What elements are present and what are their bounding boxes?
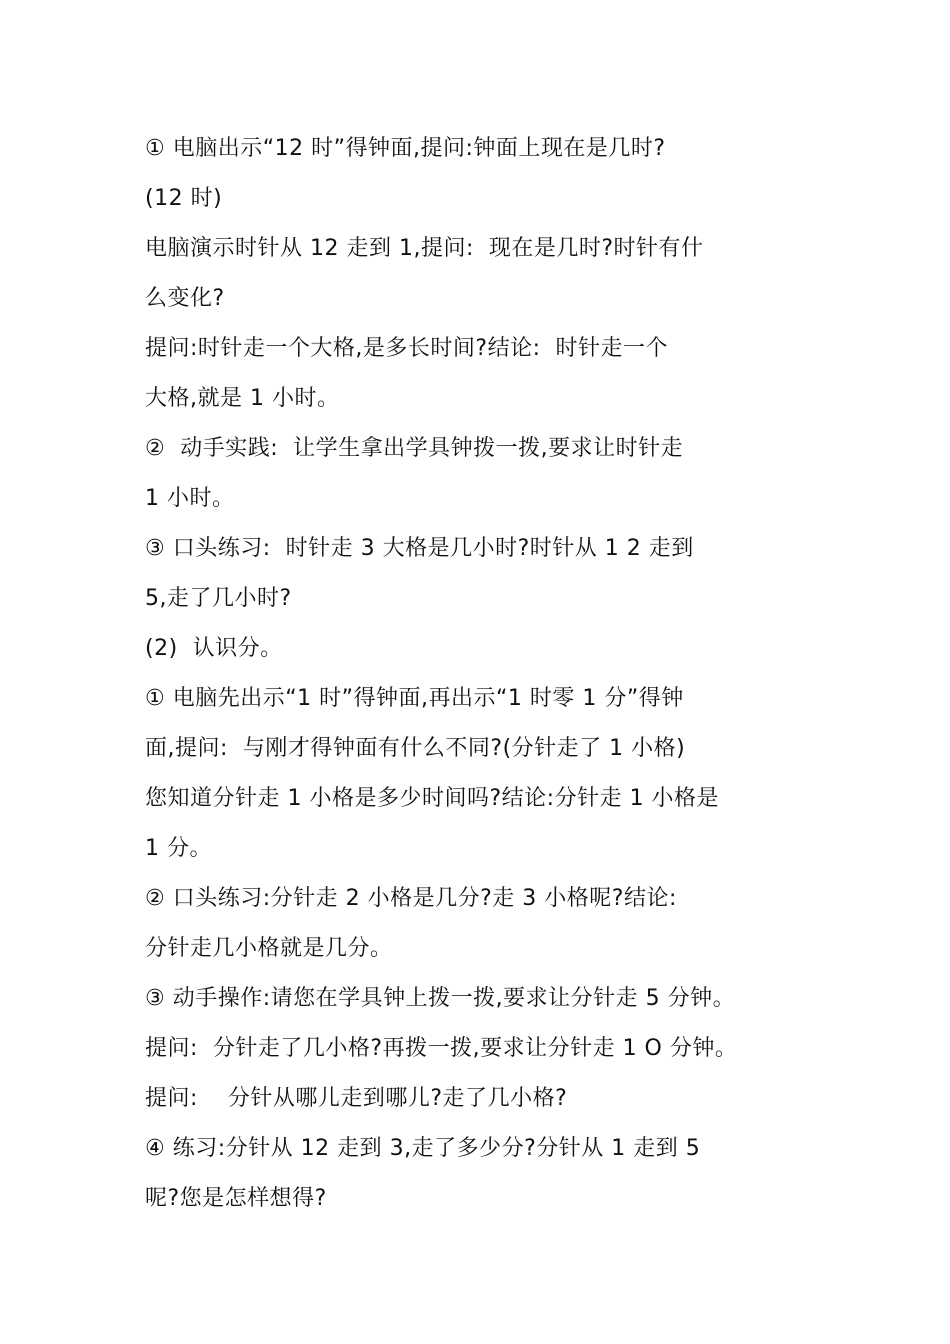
text-line: (12 时) [145,186,223,211]
text-line: ④ 练习:分针从 12 走到 3,走了多少分?分针从 1 走到 5 [145,1136,701,1161]
text-line: 您知道分针走 1 小格是多少时间吗?结论:分针走 1 小格是 [145,786,720,811]
text-line: 面,提问: 与刚才得钟面有什么不同?(分针走了 1 小格) [145,736,686,761]
text-line: 提问:时针走一个大格,是多长时间?结论: 时针走一个 [145,336,668,361]
text-line: 分针走几小格就是几分。 [145,936,393,961]
text-line: 么变化? [145,286,225,311]
text-line: 提问: 分针从哪儿走到哪儿?走了几小格? [145,1086,568,1111]
text-line: ① 电脑先出示“1 时”得钟面,再出示“1 时零 1 分”得钟 [145,686,684,711]
text-line: 呢?您是怎样想得? [145,1186,327,1211]
text-line: ③ 口头练习: 时针走 3 大格是几小时?时针从 1 2 走到 [145,536,694,561]
text-line: ③ 动手操作:请您在学具钟上拨一拨,要求让分针走 5 分钟。 [145,986,736,1011]
text-line: 大格,就是 1 小时。 [145,386,340,411]
text-line: 提问: 分针走了几小格?再拨一拨,要求让分针走 1 O 分钟。 [145,1036,738,1061]
text-line: ② 口头练习:分针走 2 小格是几分?走 3 小格呢?结论: [145,886,677,911]
text-line: 电脑演示时针从 12 走到 1,提问: 现在是几时?时针有什 [145,236,704,261]
text-line: ② 动手实践: 让学生拿出学具钟拨一拨,要求让时针走 [145,436,684,461]
section-heading: (2) 认识分。 [145,636,283,661]
text-line: 1 小时。 [145,486,235,511]
text-line: 1 分。 [145,836,212,861]
text-line: 5,走了几小时? [145,586,292,611]
document-body [145,124,835,1224]
text-line: ① 电脑出示“12 时”得钟面,提问:钟面上现在是几时? [145,136,666,161]
